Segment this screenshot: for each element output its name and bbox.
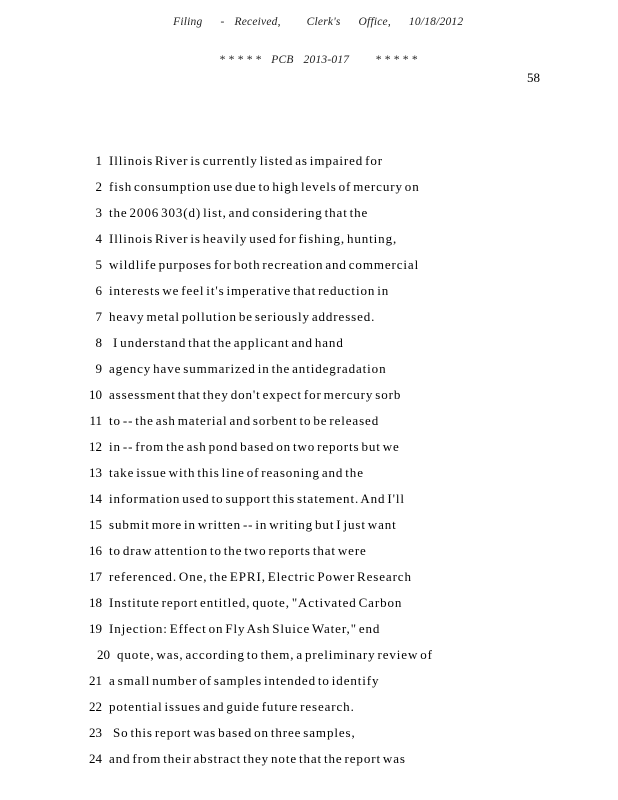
filing-stamp-line-2 [0,42,618,78]
transcript-line [80,252,580,278]
line-number: 7 [95,309,102,324]
transcript-line [80,200,580,226]
stamp-stars-right: * * * * * [375,54,418,66]
line-number: 14 [89,491,102,506]
line-text: Injection: Effect on Fly Ash Sluice Water," end [109,621,381,636]
filing-stamp [0,4,618,78]
line-text: agency have summarized in the antidegradation [109,361,387,376]
line-text: wildlife purposes for both recreation and commercial [109,257,420,272]
line-text: Institute report entitled, quote, "Activated Carbon [109,595,403,610]
line-number: 22 [89,699,102,714]
line-number: 13 [89,465,102,480]
line-number: 5 [95,257,102,272]
line-text: take issue with this line of reasoning and the [109,465,364,480]
transcript-line [80,616,580,642]
transcript-line [80,668,580,694]
line-text: and from their abstract they note that the report was [109,751,406,766]
line-number: 15 [89,517,102,532]
stamp-case-number: 2013-017 [303,54,350,66]
line-text: to draw attention to the two reports that were [109,543,367,558]
transcript-line [80,486,580,512]
line-text: Illinois River is currently listed as impaired for [109,153,384,168]
line-text: information used to support this statement. And I'll [109,491,405,506]
transcript-line [80,408,580,434]
transcript-line [80,174,580,200]
transcript-line [80,226,580,252]
line-number: 10 [89,387,102,402]
transcript-line [80,148,580,174]
stamp-word-pcb: PCB [271,54,294,66]
transcript-line [80,590,580,616]
line-number: 21 [89,673,102,688]
line-text: assessment that they don't expect for mercury sorb [109,387,402,402]
line-number: 1 [95,153,102,168]
line-number: 17 [89,569,102,584]
line-number: 18 [89,595,102,610]
transcript-line [80,434,580,460]
transcript-line [80,564,580,590]
transcript-line [80,694,580,720]
line-text: quote, was, according to them, a preliminary review of [117,647,433,662]
line-number: 2 [95,179,102,194]
line-number: 24 [89,751,102,766]
line-text: I understand that the applicant and hand [113,335,344,350]
stamp-word-dash: - [220,16,225,28]
line-text: to -- the ash material and sorbent to be released [109,413,380,428]
line-number: 4 [95,231,102,246]
stamp-stars-left: * * * * * [219,54,262,66]
stamp-word-received: Received, [234,16,281,28]
transcript-line [80,304,580,330]
stamp-word-filing: Filing [173,16,203,28]
line-number: 6 [95,283,102,298]
transcript-line [80,642,580,668]
line-text: potential issues and guide future research. [109,699,355,714]
line-number: 9 [95,361,102,376]
line-number: 11 [89,413,102,428]
line-number: 3 [95,205,102,220]
line-text: heavy metal pollution be seriously addressed. [109,309,376,324]
line-number: 8 [95,335,102,350]
stamp-word-date: 10/18/2012 [408,16,464,28]
stamp-word-clerks: Clerk's [306,16,341,28]
transcript-line [80,460,580,486]
transcript-line [80,538,580,564]
line-number: 20 [97,647,110,662]
transcript-body [80,148,580,772]
line-text: in -- from the ash pond based on two reports but we [109,439,400,454]
transcript-line [80,382,580,408]
stamp-word-office: Office, [358,16,391,28]
line-text: submit more in written -- in writing but I just want [109,517,397,532]
line-number: 19 [89,621,102,636]
filing-stamp-line-1 [0,4,618,40]
line-number: 16 [89,543,102,558]
line-number: 12 [89,439,102,454]
line-text: Illinois River is heavily used for fishing, hunting, [109,231,398,246]
transcript-line [80,356,580,382]
line-text: interests we feel it's imperative that reduction in [109,283,390,298]
line-text: referenced. One, the EPRI, Electric Power Research [109,569,412,584]
line-text: fish consumption use due to high levels of mercury on [109,179,420,194]
page-number: 58 [527,70,540,85]
transcript-line [80,512,580,538]
transcript-line [80,720,580,746]
line-number: 23 [89,725,102,740]
line-text: a small number of samples intended to identify [109,673,380,688]
line-text: So this report was based on three samples, [113,725,356,740]
transcript-line [80,278,580,304]
transcript-line [80,746,580,772]
line-text: the 2006 303(d) list, and considering that the [109,205,369,220]
transcript-line [80,330,580,356]
